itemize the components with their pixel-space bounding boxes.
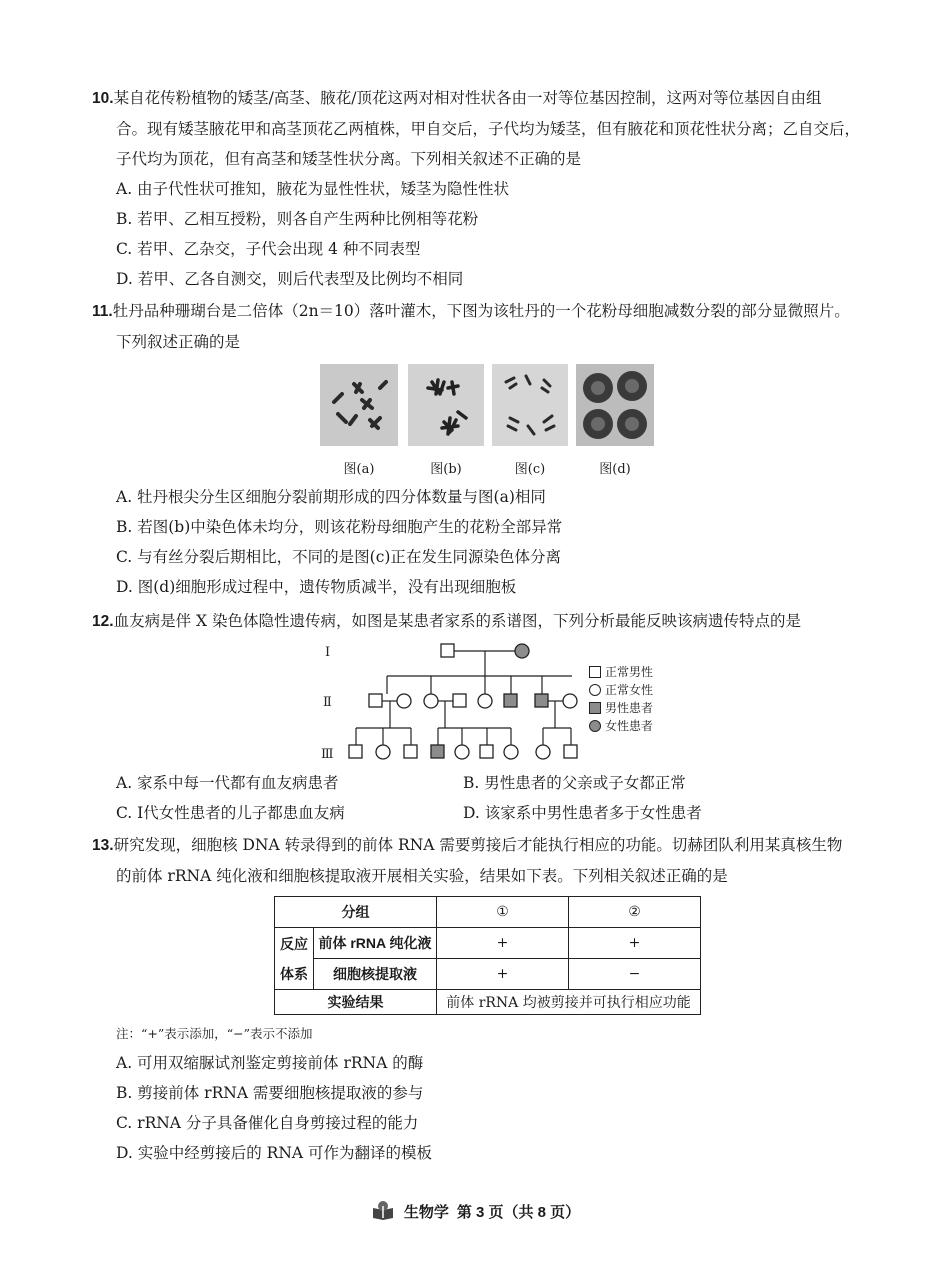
square-icon [589,666,601,678]
question-stem-line: 某自花传粉植物的矮茎/高茎、腋花/顶花这两对相对性状各由一对等位基因控制，这两对等位基因自由组 [113,89,822,107]
question-number: 10. [92,90,114,107]
option-c: C. 若甲、乙杂交，子代会出现 4 种不同表型 [116,240,421,258]
option-c: C. 与有丝分裂后期相比，不同的是图(c)正在发生同源染色体分离 [116,548,561,566]
normal-female [397,694,411,708]
caption-c: 图(c) [514,462,546,477]
micrograph-row [320,364,660,446]
table-result: 前体 rRNA 均被剪接并可执行相应功能 [437,990,701,1015]
option-d: D. 若甲、乙各自测交，则后代表型及比例均不相同 [116,270,464,288]
filled-square-icon [589,702,601,714]
question-number: 12. [92,613,114,630]
micrograph-d [576,364,654,446]
normal-male [441,644,454,657]
table-cell: + [437,928,569,959]
legend-label: 正常女性 [605,683,654,697]
option-a: A. 家系中每一代都有血友病患者 [116,774,339,792]
table-result-label: 实验结果 [275,990,437,1015]
micrograph-c [492,364,568,446]
question-number: 11. [92,303,113,320]
generation-label-1: Ⅰ [325,645,331,660]
option-b: B. 若甲、乙相互授粉，则各自产生两种比例相等花粉 [116,210,479,228]
normal-female [563,694,577,708]
question-13-options [92,1048,872,1168]
affected-male [431,745,444,758]
caption-d: 图(d) [599,462,631,477]
table-header-group: 分组 [275,897,437,928]
option-a: A. 牡丹根尖分生区细胞分裂前期形成的四分体数量与图(a)相同 [116,488,546,506]
pedigree-chart [315,640,585,764]
table-row-label: 细胞核提取液 [314,959,437,990]
normal-male [404,745,417,758]
option-d: D. 该家系中男性患者多于女性患者 [463,804,702,822]
normal-male [453,694,466,707]
option-b: B. 剪接前体 rRNA 需要细胞核提取液的参与 [116,1084,424,1102]
question-number: 13. [92,837,114,854]
question-11 [92,296,872,357]
question-11-options [92,482,872,602]
table-row-label: 前体 rRNA 纯化液 [314,928,437,959]
question-12 [92,606,872,637]
table-cell: + [437,959,569,990]
normal-male [369,694,382,707]
micrograph-a [320,364,398,446]
question-stem-line: 的前体 rRNA 纯化液和细胞核提取液开展相关实验，结果如下表。下列相关叙述正确的是 [116,867,728,885]
question-13 [92,830,872,891]
footer-page: 第 3 页（共 8 页） [456,1203,581,1221]
affected-male [504,694,517,707]
question-stem-line: 合。现有矮茎腋花甲和高茎顶花乙两植株，甲自交后，子代均为矮茎，但有腋花和顶花性状分离；乙自交后， [116,120,861,138]
normal-female [455,745,469,759]
caption-a: 图(a) [343,462,375,477]
circle-icon [589,684,601,696]
legend-label: 女性患者 [605,719,654,733]
question-stem-line: 牡丹品种珊瑚台是二倍体（2n＝10）落叶灌木，下图为该牡丹的一个花粉母细胞减数分裂的部分显微照片。 [112,302,850,320]
generation-label-3: Ⅲ [321,747,334,762]
table-system-label: 反应 体系 [275,928,314,990]
footer-subject: 生物学 [403,1203,449,1221]
table-header-col2: ② [569,897,701,928]
caption-b: 图(b) [430,462,462,477]
question-10 [92,83,872,294]
legend-label: 正常男性 [605,665,654,679]
affected-male [535,694,548,707]
option-c: C. Ⅰ代女性患者的儿子都患血友病 [116,804,345,822]
option-b: B. 若图(b)中染色体未均分，则该花粉母细胞产生的花粉全部异常 [116,518,563,536]
normal-male [564,745,577,758]
page-footer [0,1200,950,1226]
table-cell: + [569,928,701,959]
normal-female [536,745,550,759]
option-b: B. 男性患者的父亲或子女都正常 [463,774,686,792]
affected-female [515,644,529,658]
option-d: D. 图(d)细胞形成过程中，遗传物质减半，没有出现细胞板 [116,578,517,596]
normal-female [376,745,390,759]
filled-circle-icon [589,720,601,732]
table-cell: − [569,959,701,990]
experiment-table [274,896,701,1015]
option-d: D. 实验中经剪接后的 RNA 可作为翻译的模板 [116,1144,433,1162]
option-a: A. 可用双缩脲试剂鉴定剪接前体 rRNA 的酶 [116,1054,424,1072]
question-stem-line: 研究发现，细胞核 DNA 转录得到的前体 RNA 需要剪接后才能执行相应的功能。切赫团队利用某真核生物 [113,836,843,854]
question-stem-line: 血友病是伴 X 染色体隐性遗传病，如图是某患者家系的系谱图，下列分析最能反映该病遗传特点的是 [113,612,801,630]
question-stem-line: 子代均为顶花，但有高茎和矮茎性状分离。下列相关叙述不正确的是 [116,150,582,168]
pedigree-legend [589,663,653,735]
table-header-col1: ① [437,897,569,928]
normal-female [424,694,438,708]
micrograph-b [408,364,484,446]
normal-male [349,745,362,758]
option-a: A. 由子代性状可推知，腋花为显性性状，矮茎为隐性性状 [116,180,510,198]
normal-female [504,745,518,759]
book-tree-icon [370,1200,396,1222]
option-c: C. rRNA 分子具备催化自身剪接过程的能力 [116,1114,419,1132]
table-note: 注：“+”表示添加，“−”表示不添加 [116,1026,313,1041]
legend-label: 男性患者 [605,701,654,715]
chromosome-image [320,364,398,446]
tetrad-image [576,364,654,446]
chromosome-image [408,364,484,446]
generation-label-2: Ⅱ [323,695,332,710]
normal-female [478,694,492,708]
question-stem-line: 下列叙述正确的是 [116,333,241,351]
chromosome-image [492,364,568,446]
normal-male [480,745,493,758]
